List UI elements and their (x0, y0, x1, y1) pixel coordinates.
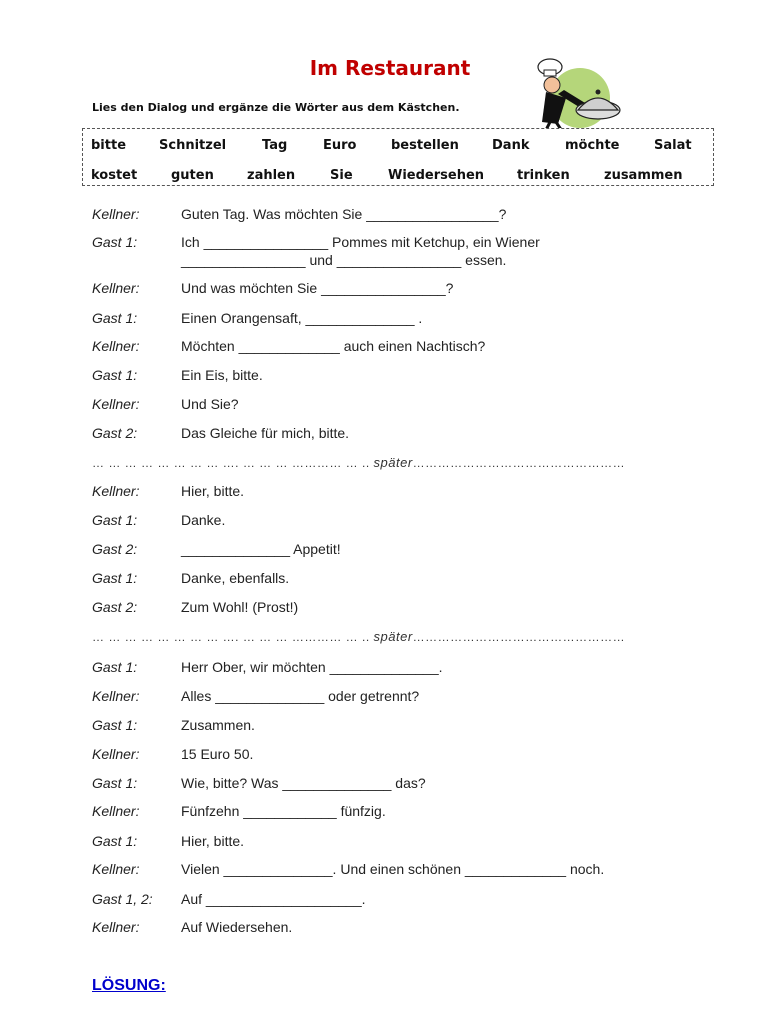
speaker-label: Kellner: (92, 483, 140, 499)
dialog-text: Zum Wohl! (Prost!) (181, 599, 299, 615)
speaker-label: Gast 1: (92, 234, 138, 250)
word-item: zusammen (604, 168, 683, 183)
dialog-text: Hier, bitte. (181, 483, 245, 499)
dialog-text: Ich ________________ Pommes mit Ketchup, ein Wiener (181, 234, 540, 250)
word-item: bitte (91, 138, 127, 153)
dialog-text: Das Gleiche für mich, bitte. (181, 425, 350, 441)
solution-heading: LÖSUNG: (92, 977, 166, 994)
dialog-text: 15 Euro 50. (181, 746, 254, 762)
speaker-label: Gast 1, 2: (92, 891, 153, 907)
word-item: kostet (91, 168, 138, 183)
word-item: zahlen (247, 168, 296, 183)
word-item: Sie (330, 168, 353, 183)
word-item: Wiedersehen (388, 168, 485, 183)
dialog-text: Wie, bitte? Was ______________ das? (181, 775, 426, 791)
dialog-text: ______________ Appetit! (181, 541, 341, 557)
dialog-text: Ein Eis, bitte. (181, 367, 263, 383)
dialog-text: Und Sie? (181, 396, 239, 412)
word-item: trinken (517, 168, 570, 183)
instruction-text: Lies den Dialog und ergänze die Wörter aus dem Kästchen. (92, 101, 460, 114)
later-separator (92, 455, 625, 470)
dialog-text: ________________ und ________________ essen. (181, 252, 507, 268)
word-item: möchte (565, 138, 620, 153)
word-box (82, 128, 714, 186)
dialog-text: Auf ____________________. (181, 891, 366, 907)
separator-later: später (373, 455, 413, 470)
separator-dots: … … … … … … … … …. … … … ………… … .. (92, 630, 370, 644)
dialog-text: Danke. (181, 512, 226, 528)
speaker-label: Gast 2: (92, 541, 138, 557)
word-item: Tag (262, 138, 288, 153)
speaker-label: Kellner: (92, 206, 140, 222)
waiter-illustration (536, 52, 628, 136)
dialog-text: Danke, ebenfalls. (181, 570, 290, 586)
later-separator (92, 629, 625, 644)
speaker-label: Gast 1: (92, 833, 138, 849)
separator-trail: …………………………………………… (412, 456, 626, 470)
separator-trail: …………………………………………… (412, 630, 626, 644)
dialog-text: Guten Tag. Was möchten Sie _________________? (181, 206, 507, 222)
speaker-label: Kellner: (92, 861, 140, 877)
speaker-label: Kellner: (92, 803, 140, 819)
speaker-label: Gast 1: (92, 659, 138, 675)
word-item: Schnitzel (159, 138, 227, 153)
dialog-text: Auf Wiedersehen. (181, 919, 293, 935)
word-item: bestellen (391, 138, 459, 153)
separator-later: später (373, 629, 413, 644)
page-title: Im Restaurant (309, 56, 471, 80)
word-item: Euro (323, 138, 357, 153)
word-item: Dank (492, 138, 530, 153)
word-item: guten (171, 168, 214, 183)
dialog-text: Und was möchten Sie ________________? (181, 280, 454, 296)
dialog-text: Einen Orangensaft, ______________ . (181, 310, 423, 326)
word-box-row-1 (83, 138, 713, 158)
speaker-label: Gast 2: (92, 599, 138, 615)
dialog-text: Vielen ______________. Und einen schönen _____________ noch. (181, 861, 605, 877)
speaker-label: Kellner: (92, 396, 140, 412)
dialog-text: Hier, bitte. (181, 833, 245, 849)
dialog-text: Möchten _____________ auch einen Nachtisch? (181, 338, 486, 354)
separator-dots: … … … … … … … … …. … … … ………… … .. (92, 456, 370, 470)
dialog-text: Herr Ober, wir möchten ______________. (181, 659, 443, 675)
dialog-text: Alles ______________ oder getrennt? (181, 688, 420, 704)
word-item: Salat (654, 138, 692, 153)
speaker-label: Gast 2: (92, 425, 138, 441)
speaker-label: Kellner: (92, 746, 140, 762)
speaker-label: Kellner: (92, 919, 140, 935)
dialog-text: Zusammen. (181, 717, 255, 733)
speaker-label: Gast 1: (92, 512, 138, 528)
speaker-label: Kellner: (92, 688, 140, 704)
dialog-text: Fünfzehn ____________ fünfzig. (181, 803, 386, 819)
speaker-label: Kellner: (92, 338, 140, 354)
speaker-label: Gast 1: (92, 310, 138, 326)
speaker-label: Gast 1: (92, 717, 138, 733)
speaker-label: Gast 1: (92, 367, 138, 383)
speaker-label: Gast 1: (92, 570, 138, 586)
word-box-row-2 (83, 168, 713, 188)
speaker-label: Gast 1: (92, 775, 138, 791)
speaker-label: Kellner: (92, 280, 140, 296)
